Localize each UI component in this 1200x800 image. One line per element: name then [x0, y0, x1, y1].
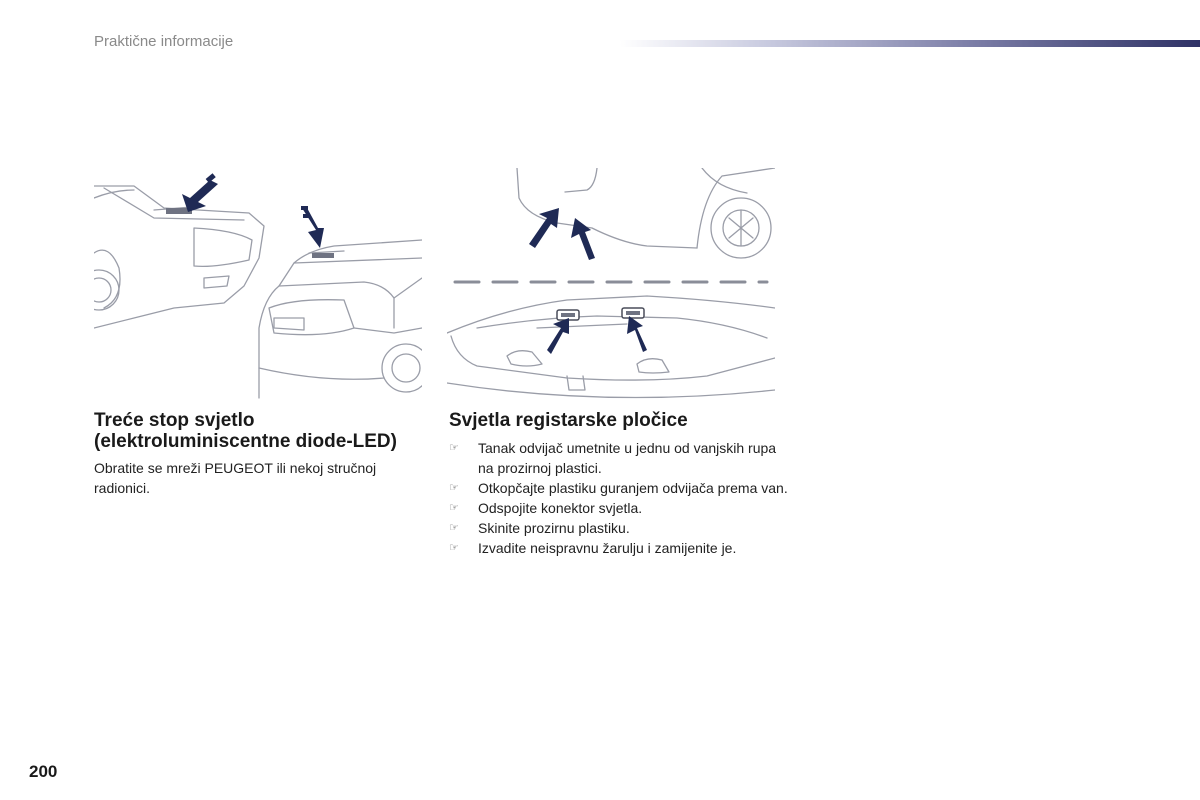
list-item: ☞ Odspojite konektor svjetla.	[449, 500, 643, 516]
list-item: ☞ Tanak odvijač umetnite u jednu od vanjskih rupa na prozirnoj plastici.	[449, 440, 777, 476]
third-brake-light-title	[94, 410, 397, 452]
list-item: ☞ Skinite prozirnu plastiku.	[449, 520, 630, 536]
pointing-hand-icon: ☞	[449, 542, 459, 554]
pointing-hand-icon: ☞	[449, 502, 459, 514]
third-brake-light-text: Obratite se mreži PEUGEOT ili nekoj stručnoj radionici.	[94, 460, 377, 496]
title-line-1: Treće stop svjetlo	[94, 410, 255, 431]
third-brake-light-illustration	[94, 168, 422, 400]
title-line-2: (elektroluminiscentne diode-LED)	[94, 431, 397, 452]
pointing-hand-icon: ☞	[449, 522, 459, 534]
steps-list	[449, 438, 789, 558]
header-accent-bar	[620, 40, 1200, 47]
pointing-hand-icon: ☞	[449, 442, 459, 454]
pointing-hand-icon: ☞	[449, 482, 459, 494]
licence-plate-lights-illustration	[447, 168, 775, 400]
list-item: ☞ Izvadite neispravnu žarulju i zamijenite je.	[449, 540, 737, 556]
header-title: Praktične informacije	[94, 33, 234, 50]
list-item: ☞ Otkopčajte plastiku guranjem odvijača prema van.	[449, 480, 788, 496]
licence-plate-lights-title: Svjetla registarske pločice	[449, 410, 688, 431]
page-number: 200	[29, 762, 58, 781]
